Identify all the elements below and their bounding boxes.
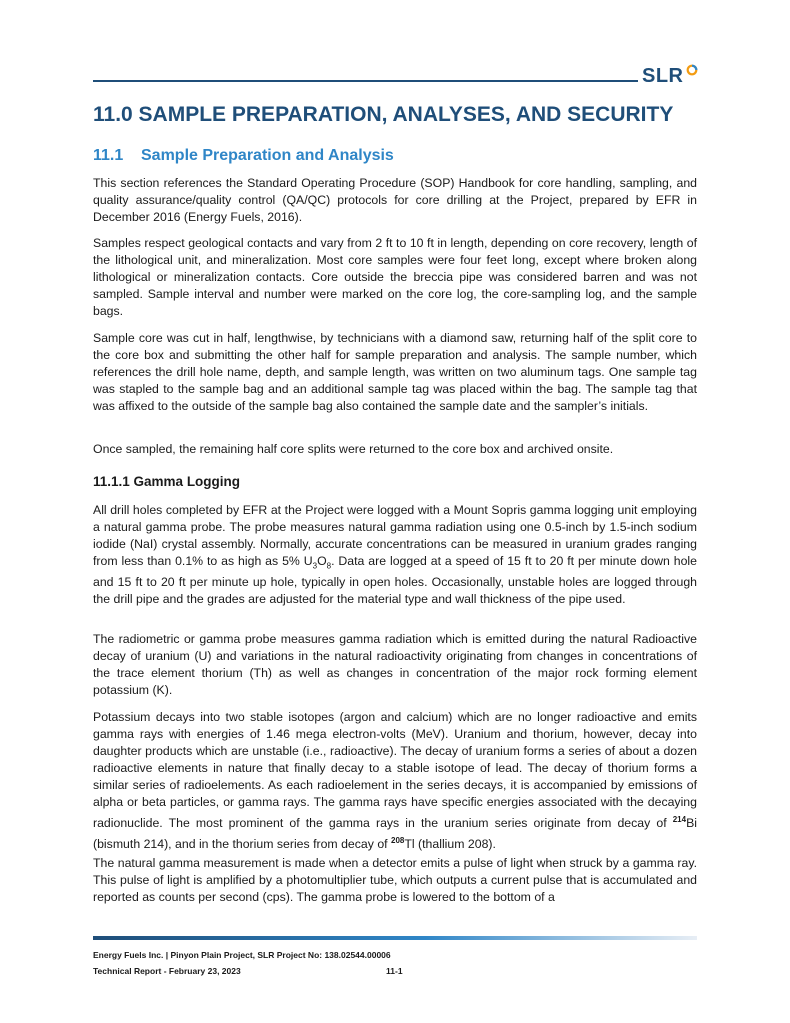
logo-text: SLR — [642, 65, 684, 87]
slr-logo — [642, 62, 698, 86]
gamma-paragraph-2: The radiometric or gamma probe measures gamma radiation which is emitted during the natural Radioactive decay of uranium (U) and variations in the natural radioactivity originating from changes in concentrations of the trace element thorium (Th) as well as changes in concentration of the major rock forming element potassium (K). — [93, 632, 697, 697]
subsection-title: Sample Preparation and Analysis — [141, 147, 394, 164]
paragraph-3: Sample core was cut in half, lengthwise, by technicians with a diamond saw, returning half of the split core to the core box and submitting the other half for sample preparation and analysis. The sample number, which references the drill hole name, depth, and sample length, was written on two aluminum tags. One sample tag was stapled to the sample bag and an additional sample tag was placed within the bag. The sample tag that was affixed to the outside of the sample bag also contained the sample date and the sampler’s initials. — [93, 331, 697, 413]
subsection-number: 11.1 — [93, 147, 124, 164]
subscript-8: 8 — [326, 561, 332, 571]
superscript-214: 214 — [672, 815, 687, 824]
footer-rule — [93, 936, 697, 940]
paragraph-2: Samples respect geological contacts and vary from 2 ft to 10 ft in length, depending on core recovery, length of the lithological unit, and mineralization. Most core samples were four feet long, except where broken along lithological or mineralization contacts. Core outside the breccia pipe was considered barren and was not sampled. Sample interval and number were marked on the core log, the core-sampling log, and the sample bags. — [93, 236, 697, 318]
section-heading: 11.0 SAMPLE PREPARATION, ANALYSES, AND SECURITY — [93, 103, 674, 126]
paragraph-4: Once sampled, the remaining half core splits were returned to the core box and archived onsite. — [93, 442, 614, 456]
footer-line-2: Technical Report - February 23, 2023 — [93, 966, 241, 976]
superscript-208: 208 — [391, 836, 405, 846]
slr-swirl-logo-icon — [686, 64, 698, 76]
page-number: 11-1 — [386, 966, 403, 976]
gamma-paragraph-1: All drill holes completed by EFR at the Project were logged with a Mount Sopris gamma logging unit employing a natural gamma probe. The probe measures natural gamma radiation using one 0.5-inch by 1.5-inch sodium iodide (NaI) crystal assembly. Normally, accurate concentrations can be measured in uranium grades ranging from less than 0.1% to as high as 5% $U_3O_8$. Data are logged at a speed of 15 ft to 20 ft per minute down hole and 15 ft to 20 ft per minute up hole, typically in open holes. Occasionally, unstable holes are logged through the drill pipe and the grades are adjusted for the material type and wall thickness of the pipe used. — [93, 503, 697, 607]
subscript-3: 3 — [312, 561, 318, 571]
footer-line-1: Energy Fuels Inc. | Pinyon Plain Project, SLR Project No: 138.02544.00006 — [93, 950, 391, 960]
header-rule — [93, 80, 638, 82]
paragraph-1: This section references the Standard Operating Procedure (SOP) Handbook for core handling, sampling, and quality assurance/quality control (QA/QC) protocols for core drilling at the Project, prepared by EFR in December 2016 (Energy Fuels, 2016). — [93, 176, 697, 224]
gamma-paragraph-3: Potassium decays into two stable isotopes (argon and calcium) which are no longer radioactive and emits gamma rays with energies of 1.46 mega electron-volts (MeV). Uranium and thorium, however, decay into daughter products which are unstable (i.e., radioactive). The decay of uranium forms a series of about a dozen radioactive elements in nature that finally decay to a stable isotope of lead. The decay of thorium forms a similar series of radioelements. As each radioelement in the series decays, it is accompanied by emissions of alpha or beta particles, or gamma rays. The gamma rays have specific energies associated with the decaying radionuclide. The most prominent of the gamma rays in the uranium series originate from decay of $^{214}$Bi (bismuth 214), and in the thorium series from decay of $^{208}$Tl (thallium 208). — [93, 710, 697, 852]
subsection-heading — [93, 147, 394, 165]
gamma-paragraph-4: The natural gamma measurement is made when a detector emits a pulse of light when struck by a gamma ray. This pulse of light is amplified by a photomultiplier tube, which outputs a current pulse that is accumulated and reported as counts per second (cps). The gamma probe is lowered to the bottom of a — [93, 856, 697, 904]
subsubsection-heading: 11.1.1 Gamma Logging — [93, 474, 241, 489]
